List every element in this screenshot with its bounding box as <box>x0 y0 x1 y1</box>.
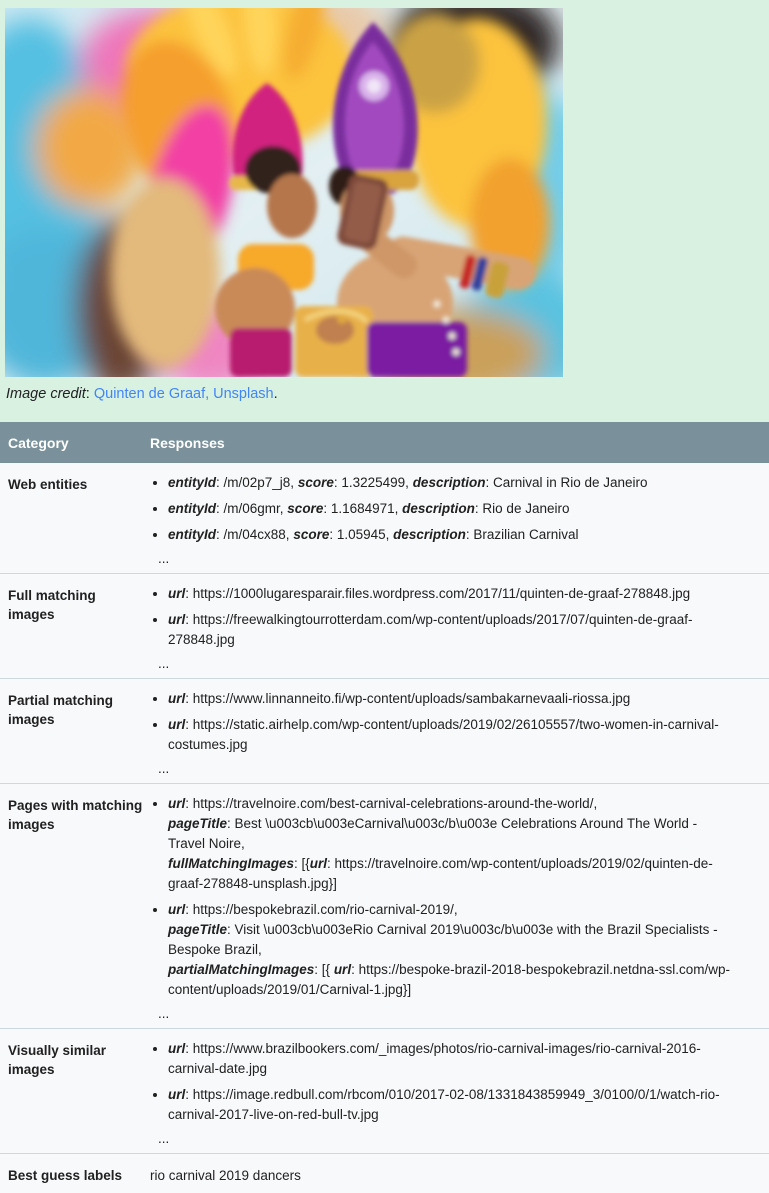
response-line: • url: https://bespokebrazil.com/rio-carnival-2019/, <box>168 902 458 917</box>
image-credit <box>6 386 278 402</box>
response-key: score <box>293 527 330 542</box>
table-row <box>0 1028 769 1153</box>
credit-period: . <box>273 386 278 402</box>
table-row <box>0 463 769 573</box>
bullet-list <box>150 1039 735 1125</box>
bullet-list <box>150 794 735 1000</box>
response-key: url <box>168 902 186 917</box>
table-row <box>0 573 769 678</box>
response-line: • url: https://1000lugaresparair.files.wordpress.com/2017/11/quinten-de-graaf-278848.jpg <box>168 586 691 601</box>
bullet-item <box>168 473 735 493</box>
response-key: url <box>168 1041 186 1056</box>
response-line: partialMatchingImages: [{ url: https://bespoke-brazil-2018-bespokebrazil.netdna-ssl.com/wp-content/uploads/2019/01/Carnival-1.jpg}] <box>168 962 731 997</box>
ellipsis: ... <box>158 551 170 566</box>
category-cell: Full matching images <box>8 588 96 622</box>
response-key: url <box>168 612 186 627</box>
table-header-row <box>0 422 769 463</box>
bullet-item <box>168 584 735 604</box>
bullet-item <box>168 525 735 545</box>
responses-cell <box>150 1029 769 1153</box>
category-cell: Partial matching images <box>8 693 114 727</box>
column-header-category: Category <box>8 434 69 451</box>
bullet-item <box>168 1085 735 1125</box>
response-line: • url: https://static.airhelp.com/wp-content/uploads/2019/02/26105557/two-women-in-carnival-costumes.jpg <box>168 717 719 752</box>
response-key: url <box>309 856 328 871</box>
response-key: url <box>168 586 186 601</box>
credit-link-author[interactable]: Quinten de Graaf, <box>93 386 210 402</box>
bullet-item <box>168 794 735 894</box>
response-line: • entityId: /m/02p7_j8, score: 1.3225499, description: Carnival in Rio de Janeiro <box>168 475 648 490</box>
response-key: entityId <box>168 475 217 490</box>
responses-cell <box>150 463 769 573</box>
credit-colon: : <box>85 386 94 402</box>
response-key: partialMatchingImages <box>168 962 315 977</box>
response-key: description <box>402 501 475 516</box>
table-body <box>0 463 769 1193</box>
response-key: description <box>393 527 466 542</box>
bullet-list <box>150 584 735 650</box>
response-key: fullMatchingImages <box>168 856 295 871</box>
response-line: • url: https://travelnoire.com/best-carnival-celebrations-around-the-world/, <box>168 796 598 811</box>
bullet-item <box>168 610 735 650</box>
responses-cell <box>150 1154 769 1193</box>
response-key: score <box>297 475 334 490</box>
ellipsis: ... <box>158 761 170 776</box>
hero-image <box>5 8 563 377</box>
category-cell: Web entities <box>8 477 88 492</box>
carnival-photo-illustration <box>5 8 563 377</box>
table-row <box>0 678 769 783</box>
table-row <box>0 1153 769 1193</box>
response-line: pageTitle: Visit \u003cb\u003eRio Carnival 2019\u003c/b\u003e with the Brazil Specialists - Bespoke Brazil, <box>168 922 718 957</box>
response-key: entityId <box>168 501 217 516</box>
response-line: • entityId: /m/06gmr, score: 1.1684971, description: Rio de Janeiro <box>168 501 570 516</box>
response-key: url <box>168 1087 186 1102</box>
response-key: description <box>412 475 486 490</box>
credit-link-unsplash[interactable]: Unsplash <box>213 386 274 402</box>
ellipsis: ... <box>158 656 170 671</box>
bullet-item <box>168 715 735 755</box>
responses-cell <box>150 784 769 1028</box>
bullet-item <box>168 499 735 519</box>
response-line: pageTitle: Best \u003cb\u003eCarnival\u003c/b\u003e Celebrations Around The World - Travel Noire, <box>168 816 698 851</box>
response-line: • url: https://www.linnanneito.fi/wp-content/uploads/sambakarnevaali-riossa.jpg <box>168 691 631 706</box>
response-key: url <box>333 962 352 977</box>
bullet-item <box>168 1039 735 1079</box>
response-key: url <box>168 691 186 706</box>
results-table <box>0 422 769 1193</box>
response-line: • entityId: /m/04cx88, score: 1.05945, description: Brazilian Carnival <box>168 527 579 542</box>
response-key: score <box>287 501 324 516</box>
column-header-responses: Responses <box>150 434 225 451</box>
responses-cell <box>150 679 769 783</box>
bullet-list <box>150 473 735 545</box>
table-row <box>0 783 769 1028</box>
response-key: url <box>168 717 186 732</box>
category-cell: Pages with matching images <box>8 798 143 832</box>
bullet-item <box>168 689 735 709</box>
bullet-item <box>168 900 735 1000</box>
response-key: pageTitle <box>168 816 228 831</box>
image-credit-label: Image credit <box>6 386 86 402</box>
response-line: • url: https://image.redbull.com/rbcom/010/2017-02-08/1331843859949_3/0100/0/1/watch-rio-carnival-2017-live-on-red-bull-tv.jpg <box>168 1087 720 1122</box>
response-key: url <box>168 796 186 811</box>
response-line: • url: https://freewalkingtourrotterdam.com/wp-content/uploads/2017/07/quinten-de-graaf-278848.jpg <box>168 612 693 647</box>
response-key: pageTitle <box>168 922 228 937</box>
responses-cell <box>150 574 769 678</box>
category-cell: Best guess labels <box>8 1168 123 1183</box>
response-text: rio carnival 2019 dancers <box>150 1168 301 1183</box>
ellipsis: ... <box>158 1131 170 1146</box>
response-key: entityId <box>168 527 217 542</box>
bullet-list <box>150 689 735 755</box>
response-line: fullMatchingImages: [{url: https://travelnoire.com/wp-content/uploads/2019/02/quinten-de-graaf-278848-unsplash.jpg}] <box>168 856 713 891</box>
response-line: • url: https://www.brazilbookers.com/_images/photos/rio-carnival-images/rio-carnival-2016-carnival-date.jpg <box>168 1041 701 1076</box>
ellipsis: ... <box>158 1006 170 1021</box>
category-cell: Visually similar images <box>8 1043 107 1077</box>
